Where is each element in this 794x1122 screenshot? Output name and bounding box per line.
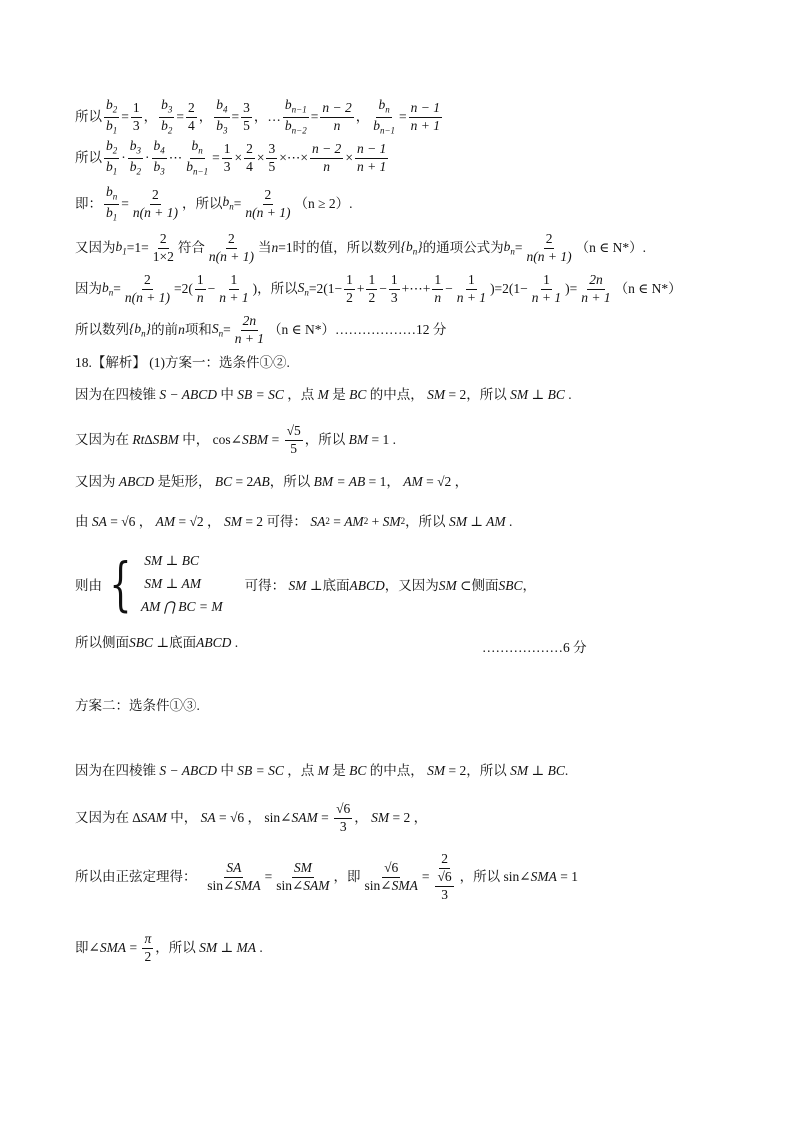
paragraph: 又因为 ABCD 是矩形， BC = 2 AB ，所以 BM = AB = 1， AM = √2 ， (75, 474, 469, 489)
general-term-line: 又因为 $b_1$ =1= 2 1×2 符合 2 n(n + 1) 当 n =1 时的值，所以数列 $\{b_n\}$ 的通项公式为 $b_n$ = 2 n(n + 1) （n ∈ N*）. (75, 231, 647, 264)
paragraph: 所以侧面 SBC ⊥ 底面 ABCD . (75, 635, 239, 650)
paragraph: 由 SA = √6 ， AM = √2 ， SM = 2 可得： SA 2 = AM 2 + SM 2 ，所以 SM ⊥ AM . (75, 514, 513, 529)
section-18-heading: 18.【解析】 (1)方案一：选条件①②. (75, 355, 290, 370)
paragraph: 又因为在 Rt∆SBM 中， cos∠ SBM = √5 5 ，所以 BM = 1 . (75, 423, 396, 456)
paragraph: 所以由正弦定理得： SA sin∠SMA = SM sin∠SAM ，即 √6 sin∠SMA = 2 $\frac{√6}{3}$ ，所以 sin∠ SMA = 1 (75, 851, 578, 902)
score-6: ………………6 分 (482, 640, 587, 655)
equation-system: 则由 { SM ⊥ BC SM ⊥ AM AM ⋂ BC = M 可得： SM ⊥底面ABCD，又因为SM ⊂侧面SBC， (75, 550, 536, 618)
ratio-line: 所以 $b_2$ $b_1$ = 1 3 ， $b_3$ $b_2$ = 2 4 ， $b_4$ $b_3$ = 3 5 ， … $b_{n-1}$ $b_{n-2}$ = n − 2 n ， $b_n$ $b_{n-1}$ = n − 1 n + 1 (75, 97, 441, 136)
sum-line: 因为 $b_n$ = 2 n(n + 1) =2( 1 n − 1 n + 1 ) ，所以 $S_n$ =2(1− 1 2 + 1 2 − 1 3 +⋯+ 1 n − 1 n + 1 )=2(1− 1 n + 1 )= 2n n + 1 （n ∈ N*） (75, 272, 682, 305)
sum-conclusion-line: 所以数列 $\{b_n\}$ 的前 n 项和 $S_n$ = 2n n + 1 （n ∈ N*）………………12 分 (75, 313, 447, 346)
result-line: 即： $b_n$ $b_1$ = 2 n(n + 1) ，所以 $b_n$ = 2 n(n + 1) （n ≥ 2）. (75, 184, 353, 223)
brace-symbol: { (109, 550, 132, 618)
product-line: 所以 $b_2$ $b_1$ · $b_3$ $b_2$ · $b_4$ $b_3$ ⋯ $b_n$ $b_{n-1}$ = 1 3 × 2 4 × 3 5 ×⋯× n − 2 n × n − 1 n + 1 (75, 138, 387, 177)
paragraph: 又因为在 ∆ SAM 中， SA = √6 ， sin∠ SAM = √6 3 ， SM = 2 ， (75, 801, 428, 834)
paragraph: 因为在四棱锥 S − ABCD 中 SB = SC ，点 M 是 BC 的中点， SM = 2 ，所以 SM ⊥ BC . (75, 387, 572, 402)
plan-2-heading: 方案二：选条件①③. (75, 698, 200, 713)
paragraph: 即 ∠ SMA = π 2 ，所以 SM ⊥ MA . (75, 931, 263, 964)
paragraph: 因为在四棱锥 S − ABCD 中 SB = SC ，点 M 是 BC 的中点， SM = 2 ，所以 SM ⊥ BC . (75, 763, 569, 778)
